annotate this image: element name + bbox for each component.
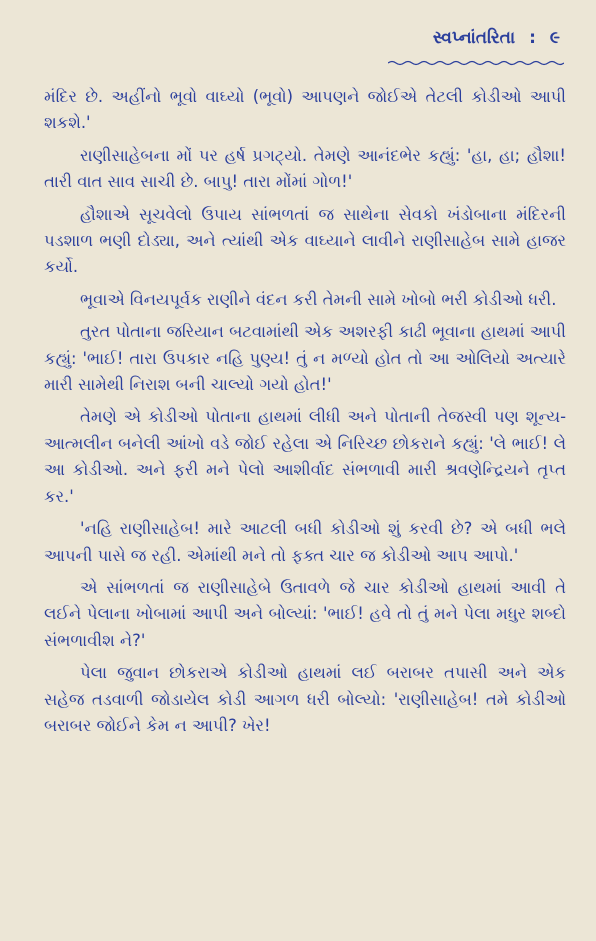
- running-head-title: સ્વપ્નાંતરિતા: [432, 28, 516, 48]
- paragraph: 'નહિ રાણીસાહેબ! મારે આટલી બધી કોડીઓ શું કરવી છે? એ બધી ભલે આપની પાસે જ રહી. એમાંથી મને તો ફક્ત ચાર જ કોડીઓ આપ આપો.': [44, 519, 566, 565]
- page-number: ૯: [549, 28, 560, 48]
- paragraph: તુરત પોતાના જરિયાન બટવામાંથી એક અશરફી કાઢી ભૂવાના હાથમાં આપી કહ્યું: 'ભાઈ! તારા ઉપકાર નહિ પુણ્ય! તું ન મળ્યો હોત તો આ ઓલિયો અત્યારે મારી સામેથી નિરાશ બની ચાલ્યો ગયો હોત!': [44, 322, 566, 395]
- paragraph: પેલા જુવાન છોકરાએ કોડીઓ હાથમાં લઈ બરાબર તપાસી અને એક સહેજ તડવાળી જોડાયેલ કોડી આગળ ધરી બોલ્યો: 'રાણીસાહેબ! તમે કોડીઓ બરાબર જોઈને કેમ ન આપી? ખેર!: [44, 663, 566, 735]
- paragraph: એ સાંભળતાં જ રાણીસાહેબે ઉતાવળે જે ચાર કોડીઓ હાથમાં આવી તે લઈને પેલાના ખોબામાં આપી અને બોલ્યાં: 'ભાઈ! હવે તો તું મને પેલા મધુર શબ્દો સંભળાવીશ ને?': [44, 577, 566, 650]
- decorative-wavy-rule: [388, 60, 564, 66]
- paragraph: મંદિર છે. અહીંનો ભૂવો વાઘ્યો (ભૂવો) આપણને જોઈએ તેટલી કોડીઓ આપી શકશે.': [44, 87, 566, 133]
- body-text: [44, 84, 566, 739]
- paragraph: તેમણે એ કોડીઓ પોતાના હાથમાં લીધી અને પોતાની તેજસ્વી પણ શૂન્ય-આત્મલીન બનેલી આંખો વડે જોઈ રહેલા એ નિરિચ્છ છોકરાને કહ્યું: 'લે ભાઈ! લે આ કોડીઓ. અને ફરી મને પેલો આશીર્વાદ સંભળાવી મારી શ્રવણેન્દ્રિયને તૃપ્ત કર.': [44, 407, 566, 506]
- running-head: [44, 28, 566, 62]
- paragraph: રાણીસાહેબના મોં પર હર્ષ પ્રગટ્યો. તેમણે આનંદભેર કહ્યું: 'હા, હા; હૌશા! તારી વાત સાવ સાચી છે. બાપુ! તારા મોંમાં ગોળ!': [44, 145, 566, 192]
- paragraph: હૌશાએ સૂચવેલો ઉપાય સાંભળતાં જ સાથેના સેવકો ખંડોબાના મંદિરની પડશાળ ભણી દોડ્યા, અને ત્યાંથી એક વાઘ્યાને લાવીને રાણીસાહેબ સામે હાજર કર્યો.: [44, 204, 566, 277]
- running-head-separator: :: [529, 28, 536, 48]
- paragraph: ભૂવાએ વિનયપૂર્વક રાણીને વંદન કરી તેમની સામે ખોબો ભરી કોડીઓ ધરી.: [80, 289, 557, 309]
